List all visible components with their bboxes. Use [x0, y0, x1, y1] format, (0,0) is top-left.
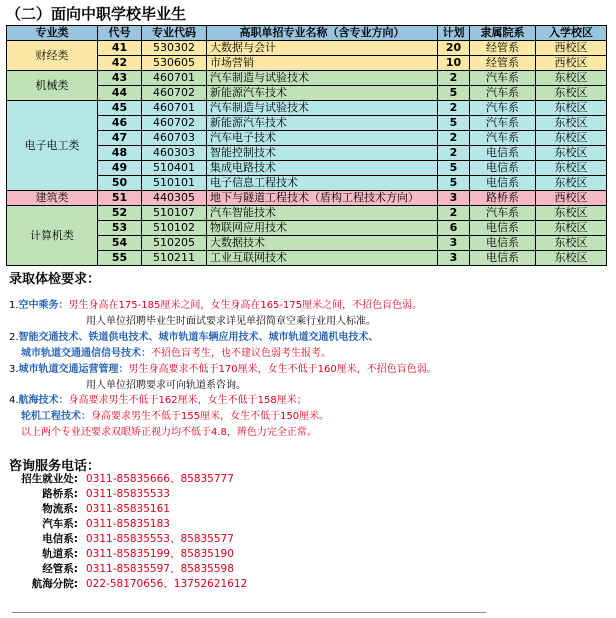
category-cell: 计算机类 [7, 206, 98, 266]
req-4-title-2: 轮机工程技术： [21, 411, 91, 422]
code-cell: 48 [98, 146, 142, 161]
code-cell: 41 [98, 41, 142, 56]
contact-phone: 0311-85835533 [86, 488, 170, 500]
campus-cell: 东校区 [536, 101, 607, 116]
contact-row [6, 547, 247, 562]
major-code-cell: 460702 [142, 116, 207, 131]
contact-label: 物流系: [42, 503, 78, 515]
req-1-title: 空中乘务： [18, 300, 69, 311]
department-cell: 电信系 [470, 146, 536, 161]
major-name-cell: 大数据技术 [207, 236, 438, 251]
campus-cell: 东校区 [536, 131, 607, 146]
campus-cell: 东校区 [536, 86, 607, 101]
req-item-3 [9, 360, 437, 375]
campus-cell: 西校区 [536, 191, 607, 206]
department-cell: 汽车系 [470, 206, 536, 221]
plan-cell: 3 [438, 236, 470, 251]
req-3-number: 3. [9, 364, 19, 375]
code-cell: 50 [98, 176, 142, 191]
campus-cell: 东校区 [536, 71, 607, 86]
department-cell: 经管系 [470, 56, 536, 71]
contact-phone: 0311-85835199、85835190 [86, 548, 234, 560]
code-cell: 55 [98, 251, 142, 266]
table-row [7, 206, 607, 221]
department-cell: 电信系 [470, 236, 536, 251]
campus-cell: 东校区 [536, 251, 607, 266]
contact-phone: 0311-85835161 [86, 503, 170, 515]
plan-cell: 5 [438, 86, 470, 101]
major-code-cell: 510107 [142, 206, 207, 221]
campus-cell: 东校区 [536, 146, 607, 161]
contact-label: 经管系: [42, 563, 78, 575]
req-2-text: 不招色盲考生，也不建议色弱考生报考。 [151, 348, 331, 359]
contact-label: 航海分院: [31, 578, 78, 590]
campus-cell: 西校区 [536, 41, 607, 56]
table-row [7, 191, 607, 206]
major-code-cell: 510401 [142, 161, 207, 176]
col-header-major-name: 高职单招专业名称（含专业方向） [207, 26, 438, 41]
code-cell: 47 [98, 131, 142, 146]
table-header-row [7, 26, 607, 41]
major-name-cell: 地下与隧道工程技术（盾构工程技术方向） [207, 191, 438, 206]
code-cell: 53 [98, 221, 142, 236]
contact-row [6, 517, 247, 532]
major-name-cell: 汽车制造与试验技术 [207, 71, 438, 86]
major-code-cell: 510102 [142, 221, 207, 236]
req-2-title-cont: 城市轨道交通通信信号技术： [21, 348, 151, 359]
code-cell: 52 [98, 206, 142, 221]
req-item-2-cont [21, 344, 331, 359]
plan-cell: 2 [438, 206, 470, 221]
req-item-4 [9, 391, 307, 406]
contact-label: 电信系: [42, 533, 78, 545]
req-1-note: 用人单位招聘毕业生时面试要求详见单招简章空乘行业用人标准。 [86, 316, 376, 327]
major-name-cell: 物联网应用技术 [207, 221, 438, 236]
major-code-cell: 460703 [142, 131, 207, 146]
major-name-cell: 大数据与会计 [207, 41, 438, 56]
campus-cell: 西校区 [536, 56, 607, 71]
col-header-plan: 计划 [438, 26, 470, 41]
contact-row [6, 502, 247, 517]
req-4-text-2: 身高要求男生不低于155厘米，女生不低于150厘米。 [91, 411, 330, 422]
code-cell: 44 [98, 86, 142, 101]
major-code-cell: 510211 [142, 251, 207, 266]
contact-label: 轨道系: [42, 548, 78, 560]
major-code-cell: 460303 [142, 146, 207, 161]
category-cell: 建筑类 [7, 191, 98, 206]
col-header-campus: 入学校区 [536, 26, 607, 41]
contacts-list [6, 472, 247, 592]
plan-cell: 2 [438, 71, 470, 86]
table-row [7, 71, 607, 86]
campus-cell: 东校区 [536, 221, 607, 236]
major-name-cell: 市场营销 [207, 56, 438, 71]
department-cell: 电信系 [470, 176, 536, 191]
contact-phone: 0311-85835666、85835777 [86, 473, 234, 485]
major-name-cell: 工业互联网技术 [207, 251, 438, 266]
req-item-1 [9, 296, 422, 311]
department-cell: 经管系 [470, 41, 536, 56]
plan-cell: 10 [438, 56, 470, 71]
col-header-code: 代号 [98, 26, 142, 41]
major-name-cell: 新能源汽车技术 [207, 116, 438, 131]
plan-cell: 3 [438, 191, 470, 206]
contact-phone: 0311-85835553、85835577 [86, 533, 234, 545]
contacts-heading: 咨询服务电话： [9, 459, 101, 474]
major-name-cell: 集成电路技术 [207, 161, 438, 176]
plan-cell: 3 [438, 251, 470, 266]
plan-cell: 2 [438, 146, 470, 161]
campus-cell: 东校区 [536, 161, 607, 176]
department-cell: 汽车系 [470, 71, 536, 86]
contact-phone: 0311-85835183 [86, 518, 170, 530]
contact-row [6, 472, 247, 487]
req-item-2 [9, 328, 379, 343]
req-4-note: 以上两个专业还要求双眼矫正视力均不低于4.8，辨色力完全正常。 [21, 427, 317, 438]
department-cell: 电信系 [470, 161, 536, 176]
major-name-cell: 汽车制造与试验技术 [207, 101, 438, 116]
contact-phone: 0311-85835597、85835598 [86, 563, 234, 575]
major-code-cell: 440305 [142, 191, 207, 206]
contact-row [6, 487, 247, 502]
contact-phone: 022-58170656、13752621612 [86, 578, 248, 590]
major-name-cell: 汽车电子技术 [207, 131, 438, 146]
department-cell: 电信系 [470, 251, 536, 266]
req-3-note: 用人单位招聘要求可向轨道系咨询。 [86, 380, 246, 391]
req-4-number: 4. [9, 395, 19, 406]
department-cell: 汽车系 [470, 86, 536, 101]
req-item-4-cont [21, 407, 329, 422]
page-title: （二）面向中职学校毕业生 [6, 5, 187, 23]
bottom-divider [12, 612, 486, 613]
code-cell: 51 [98, 191, 142, 206]
major-name-cell: 新能源汽车技术 [207, 86, 438, 101]
code-cell: 42 [98, 56, 142, 71]
code-cell: 46 [98, 116, 142, 131]
contact-label: 招生就业处: [21, 473, 78, 485]
req-3-text: 男生身高要求不低于170厘米，女生不低于160厘米，不招色盲色弱。 [128, 364, 437, 375]
campus-cell: 东校区 [536, 206, 607, 221]
req-2-title: 智能交通技术、铁道供电技术、城市轨道车辆应用技术、城市轨道交通机电技术、 [18, 332, 379, 343]
req-1-text: 男生身高在175-185厘米之间，女生身高在165-175厘米之间，不招色盲色弱。 [68, 300, 423, 311]
contact-label: 汽车系: [42, 518, 78, 530]
major-code-cell: 530605 [142, 56, 207, 71]
code-cell: 45 [98, 101, 142, 116]
department-cell: 汽车系 [470, 101, 536, 116]
major-name-cell: 智能控制技术 [207, 146, 438, 161]
majors-table-body [7, 41, 607, 266]
contact-label: 路桥系: [42, 488, 78, 500]
req-3-title: 城市轨道交通运营管理： [18, 364, 129, 375]
plan-cell: 2 [438, 101, 470, 116]
major-code-cell: 460701 [142, 101, 207, 116]
category-cell: 电子电工类 [7, 101, 98, 191]
plan-cell: 2 [438, 131, 470, 146]
campus-cell: 东校区 [536, 176, 607, 191]
contact-row [6, 532, 247, 547]
code-cell: 43 [98, 71, 142, 86]
contact-row [6, 562, 247, 577]
col-header-department: 隶属院系 [470, 26, 536, 41]
department-cell: 电信系 [470, 221, 536, 236]
department-cell: 汽车系 [470, 131, 536, 146]
category-cell: 机械类 [7, 71, 98, 101]
code-cell: 49 [98, 161, 142, 176]
req-1-number: 1. [9, 300, 19, 311]
plan-cell: 5 [438, 116, 470, 131]
campus-cell: 东校区 [536, 236, 607, 251]
code-cell: 54 [98, 236, 142, 251]
plan-cell: 5 [438, 176, 470, 191]
major-code-cell: 510101 [142, 176, 207, 191]
major-code-cell: 510205 [142, 236, 207, 251]
major-name-cell: 汽车智能技术 [207, 206, 438, 221]
contact-row [6, 577, 247, 592]
physical-requirements-heading: 录取体检要求： [9, 272, 101, 287]
majors-table [6, 25, 607, 266]
department-cell: 路桥系 [470, 191, 536, 206]
campus-cell: 东校区 [536, 116, 607, 131]
col-header-major-code: 专业代码 [142, 26, 207, 41]
plan-cell: 6 [438, 221, 470, 236]
category-cell: 财经类 [7, 41, 98, 71]
col-header-category: 专业类 [7, 26, 98, 41]
table-row [7, 101, 607, 116]
major-code-cell: 460701 [142, 71, 207, 86]
major-code-cell: 530302 [142, 41, 207, 56]
plan-cell: 20 [438, 41, 470, 56]
department-cell: 汽车系 [470, 116, 536, 131]
major-name-cell: 电子信息工程技术 [207, 176, 438, 191]
major-code-cell: 460702 [142, 86, 207, 101]
plan-cell: 5 [438, 161, 470, 176]
req-4-text: 身高要求男生不低于162厘米，女生不低于158厘米； [68, 395, 307, 406]
req-4-title: 航海技术： [18, 395, 69, 406]
req-2-number: 2. [9, 332, 19, 343]
table-row [7, 41, 607, 56]
